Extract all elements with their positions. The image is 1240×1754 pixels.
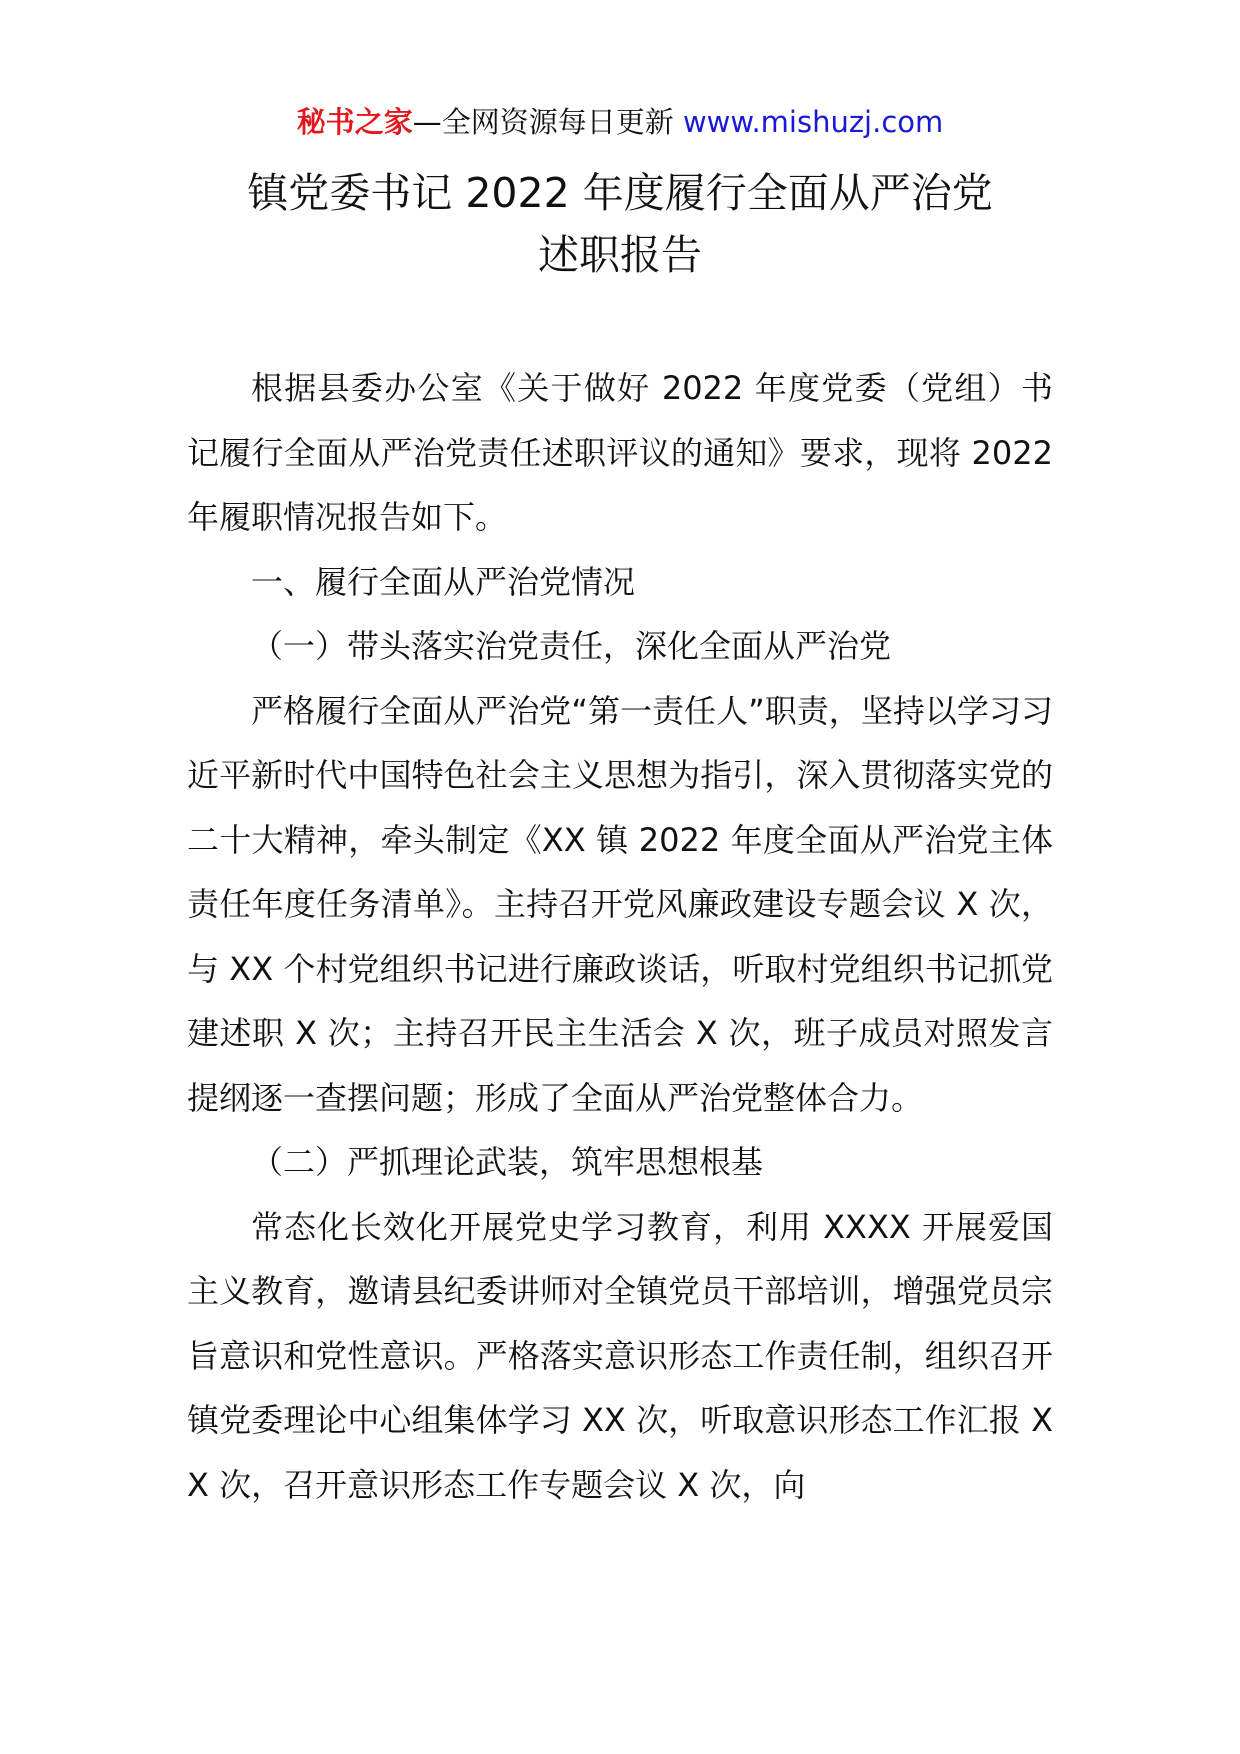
subsection-heading-2: （二）严抓理论武装，筑牢思想根基 bbox=[251, 1143, 764, 1181]
site-watermark bbox=[0, 102, 1240, 142]
title-line-1: 镇党委书记 2022 年度履行全面从严治党 bbox=[247, 169, 993, 217]
watermark-slogan: —全网资源每日更新 bbox=[412, 105, 683, 139]
subsection-heading-1: （一）带头落实治党责任，深化全面从严治党 bbox=[251, 627, 892, 665]
document-title bbox=[120, 162, 1120, 286]
watermark-brand: 秘书之家 bbox=[296, 105, 413, 139]
title-line-2: 述职报告 bbox=[538, 231, 702, 279]
document-body bbox=[187, 356, 1053, 1517]
body-paragraph-2: 常态化长效化开展党史学习教育，利用 XXXX 开展爱国主义教育，邀请县纪委讲师对全镇党员干部培训，增强党员宗旨意识和党性意识。严格落实意识形态工作责任制，组织召开镇党委理论中心组集体学习 XX 次，听取意识形态工作汇报 XX 次，召开意识形态工作专题会议 X 次，向 bbox=[187, 1207, 1053, 1504]
body-paragraph-1: 严格履行全面从严治党“第一责任人”职责，坚持以学习习近平新时代中国特色社会主义思想为指引，深入贯彻落实党的二十大精神，牵头制定《XX 镇 2022 年度全面从严治党主体责任年度任务清单》。主持召开党风廉政建设专题会议 X 次，与 XX 个村党组织书记进行廉政谈话，听取村党组织书记抓党建述职 X 次；主持召开民主生活会 X 次，班子成员对照发言提纲逐一查摆问题；形成了全面从严治党整体合力。 bbox=[187, 691, 1053, 1117]
intro-paragraph: 根据县委办公室《关于做好 2022 年度党委（党组）书记履行全面从严治党责任述职评议的通知》要求，现将 2022 年履职情况报告如下。 bbox=[187, 369, 1053, 536]
watermark-url[interactable]: www.mishuzj.com bbox=[682, 105, 944, 139]
section-heading-1: 一、履行全面从严治党情况 bbox=[251, 562, 636, 601]
